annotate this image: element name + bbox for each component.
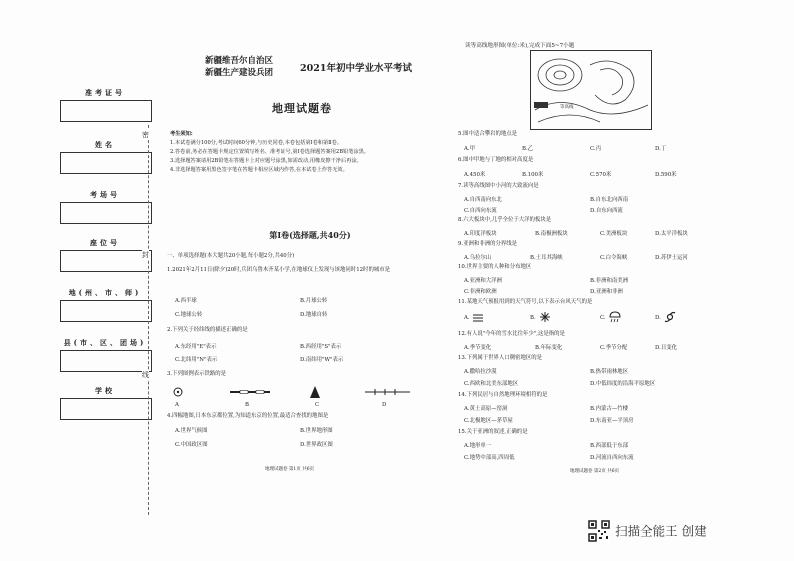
question-stem: 14.下列民居与自然地理环境相符的是 [458, 392, 548, 398]
option-b[interactable]: B.100米 [522, 172, 544, 178]
option-a[interactable]: A.东经用"E"表示 [175, 344, 217, 350]
weather-snow-icon [539, 311, 551, 323]
option-a[interactable]: A.撒哈拉沙漠 [464, 369, 497, 375]
weather-rain-icon [608, 311, 622, 323]
legend-symbols [170, 384, 430, 400]
scanner-watermark-text: 扫描全能王 创建 [615, 523, 707, 539]
paper-title: 地理试题卷 [272, 102, 332, 115]
option-a[interactable]: A.乌拉尔山 [464, 255, 492, 261]
option-d[interactable]: D.丁 [655, 146, 667, 152]
field-box-exam-number[interactable] [60, 100, 152, 122]
question-stem: 7.读等高线图中小河的大致流向是 [458, 183, 539, 189]
option-d[interactable]: D. [655, 315, 661, 321]
field-label-room: 考场号 [90, 190, 120, 199]
notice-line: 3.选择题答案请用2B铅笔在答题卡上对应题号涂黑,如需改动,用橡皮擦干净后再涂。 [170, 158, 362, 164]
weather-fog-icon [472, 312, 484, 322]
option-a[interactable]: A.450米 [464, 172, 486, 178]
option-d[interactable]: D.东南亚—平顶房 [590, 418, 634, 424]
option-b[interactable]: B.西经用"S"表示 [300, 344, 342, 350]
option-c[interactable]: C.季节分配 [600, 345, 628, 351]
option-d[interactable]: D.河流自西向东流 [590, 455, 634, 461]
notice-line: 4.非选择题答案用黑色签字笔在答题卡相应区域内作答,在本试卷上作答无效。 [170, 167, 348, 173]
option-d[interactable]: D.地球自转 [300, 312, 328, 318]
option-d[interactable]: D.南纬用"W"表示 [300, 357, 344, 363]
page-footer-right: 地理试题卷 第2页 共6页 [570, 469, 620, 474]
option-c[interactable]: C.非洲和欧洲 [464, 289, 497, 295]
question-stem: 12.有人说"今年的雪水比往年少",这是指的是 [458, 331, 565, 337]
notice-block [170, 130, 445, 175]
field-box-seat[interactable] [60, 250, 152, 272]
option-b[interactable]: B.世界地形图 [300, 428, 333, 434]
symbol-d-icon [365, 389, 410, 395]
option-a[interactable]: A.印度洋板块 [464, 231, 497, 237]
question-stem: 4.四幅地图,日本东京都位置,为知道东京的位置,最适合查找的地图是 [167, 413, 329, 419]
scanner-watermark [588, 520, 707, 542]
option-a[interactable]: A.亚洲和大洋洲 [464, 278, 502, 284]
binding-strip [55, 80, 155, 500]
option-b[interactable]: B.西部低于东部 [590, 443, 629, 449]
option-b[interactable]: B.自东北向西南 [590, 197, 629, 203]
option-d[interactable]: D.590米 [655, 172, 677, 178]
org-line-1: 新疆维吾尔自治区 [205, 56, 274, 66]
option-b[interactable]: B.非洲和南美洲 [590, 278, 629, 284]
question-stem: 15.关于亚洲的叙述,正确的是 [458, 429, 528, 435]
option-c[interactable]: C.地球公转 [175, 312, 203, 318]
symbol-b-icon [230, 391, 270, 394]
option-b[interactable]: B. [530, 315, 536, 321]
page-footer-left: 地理试题卷 第1页 共6页 [265, 467, 315, 472]
option-a[interactable]: A.黄土高原—窑洞 [464, 406, 508, 412]
question-stem: 5.图中适合攀岩的地点是 [458, 131, 518, 137]
option-a[interactable]: A.季节变化 [464, 345, 492, 351]
option-b[interactable]: B.内蒙古—竹楼 [590, 406, 629, 412]
option-a[interactable]: A.地形单一 [464, 443, 492, 449]
weather-typhoon-icon [664, 311, 676, 323]
field-label-seat: 座位号 [90, 238, 120, 247]
map-title: 读等高线地形图(单位:米),完成下面5~7小题 [465, 43, 575, 49]
field-box-prefecture[interactable] [60, 300, 152, 322]
option-d[interactable]: D.亚洲和非洲 [590, 289, 623, 295]
question-stem: 13.下列属于世界人口稠密地区的是 [458, 355, 543, 361]
option-b[interactable]: B.热带雨林地区 [590, 369, 629, 375]
option-a[interactable]: A.西半球 [175, 298, 197, 304]
option-d[interactable]: D.自东向西流 [590, 208, 623, 214]
option-a[interactable]: A.自西南向东北 [464, 197, 502, 203]
question-stem: 10.世界主要的人种和分布地区 [458, 264, 532, 270]
question-stem: 8.六大板块中,几乎全位于大洋的板块是 [458, 217, 552, 223]
symbol-c-icon [310, 386, 320, 398]
field-box-school[interactable] [60, 398, 152, 420]
option-c[interactable]: C.北极地区—茅草屋 [464, 418, 513, 424]
org-line-2: 新疆生产建设兵团 [205, 68, 274, 78]
option-b[interactable]: B.年际变化 [535, 345, 563, 351]
question-stem: 2.下列关于经纬线的描述正确的是 [167, 327, 248, 333]
option-c[interactable]: C.中国政区图 [175, 442, 208, 448]
section-heading: 一、单项选择题(本大题共20小题,每小题2分,共40分) [167, 253, 295, 259]
option-d[interactable]: D [382, 402, 387, 408]
field-box-county[interactable] [60, 350, 152, 372]
option-c[interactable]: C.丙 [590, 146, 602, 152]
option-c[interactable]: C. [600, 315, 606, 321]
field-label-exam-number: 准考证号 [85, 88, 125, 97]
seal-char: 线 [142, 371, 149, 379]
option-b[interactable]: B.月球公转 [300, 298, 328, 304]
field-box-room[interactable] [60, 202, 152, 224]
option-b[interactable]: B [245, 402, 249, 408]
option-c[interactable]: C.白令海峡 [600, 255, 628, 261]
question-stem: 6.图中甲地与丁地的相对高度是 [458, 157, 534, 163]
field-label-name: 姓名 [95, 140, 115, 149]
question-stem: 3.下列图例表示铁路的是 [167, 371, 227, 377]
option-a[interactable]: A.甲 [464, 146, 475, 152]
seal-char: 密 [142, 131, 149, 139]
option-d[interactable]: D.苏伊士运河 [655, 255, 688, 261]
option-c[interactable]: C.美洲板块 [600, 231, 628, 237]
question-stem: 9.亚洲和非洲的分界线是 [458, 241, 518, 247]
question-stem: 1.2021年2月11日(除夕)20时,兵团乌鲁木齐某小学,在地球仪上发现与该地同时12时的城市是 [167, 267, 391, 273]
option-d[interactable]: D.日变化 [655, 345, 678, 351]
option-d[interactable]: D.太平洋板块 [655, 231, 688, 237]
seal-char: 封 [142, 251, 149, 259]
symbol-a-icon [174, 388, 182, 396]
option-b[interactable]: B.南极洲板块 [535, 231, 568, 237]
option-d[interactable]: D.中低纬度的沿海平原地区 [590, 381, 656, 387]
option-a[interactable]: A [175, 402, 179, 408]
option-b[interactable]: B.乙 [522, 146, 534, 152]
seal-line [148, 125, 149, 515]
qr-code-icon [588, 520, 610, 542]
map-legend-label: 等高线 [560, 105, 574, 110]
field-label-prefecture: 地(州、市、师) [68, 288, 142, 297]
option-a[interactable]: A. [464, 315, 470, 321]
option-c[interactable]: C.西欧和北美东部地区 [464, 381, 519, 387]
option-c[interactable]: C.570米 [590, 172, 612, 178]
notice-line: 2.答卷前,务必在答题卡规定位置填写姓名、准考证号,第Ⅰ卷选择题答案用2B铅笔涂黑。 [170, 149, 369, 155]
notice-line: 1.本试卷满分100分,考试时间60分钟,与历史同卷,本卷包括第Ⅰ卷和第Ⅱ卷。 [170, 140, 343, 146]
option-d[interactable]: D.世界政区图 [300, 442, 333, 448]
option-b[interactable]: B.土耳其海峡 [530, 255, 563, 261]
contour-map [530, 50, 652, 130]
option-a[interactable]: A.世界气候图 [175, 428, 208, 434]
field-label-county: 县(市、区、团场) [63, 338, 147, 347]
option-c[interactable]: C [315, 402, 320, 408]
field-label-school: 学校 [95, 386, 115, 395]
part1-title: 第Ⅰ卷(选择题,共40分) [269, 230, 351, 240]
option-c[interactable]: C.地势中部高,四周低 [464, 455, 515, 461]
field-box-name[interactable] [60, 152, 152, 174]
question-stem: 11.某地天气预报用到的天气符号,以下表示台风天气的是 [458, 299, 593, 305]
option-c[interactable]: C.自西向东流 [464, 208, 497, 214]
notice-label: 考生须知: [170, 131, 193, 137]
exam-title: 2021年初中学业水平考试 [300, 63, 412, 74]
option-c[interactable]: C.北纬用"N"表示 [175, 357, 218, 363]
